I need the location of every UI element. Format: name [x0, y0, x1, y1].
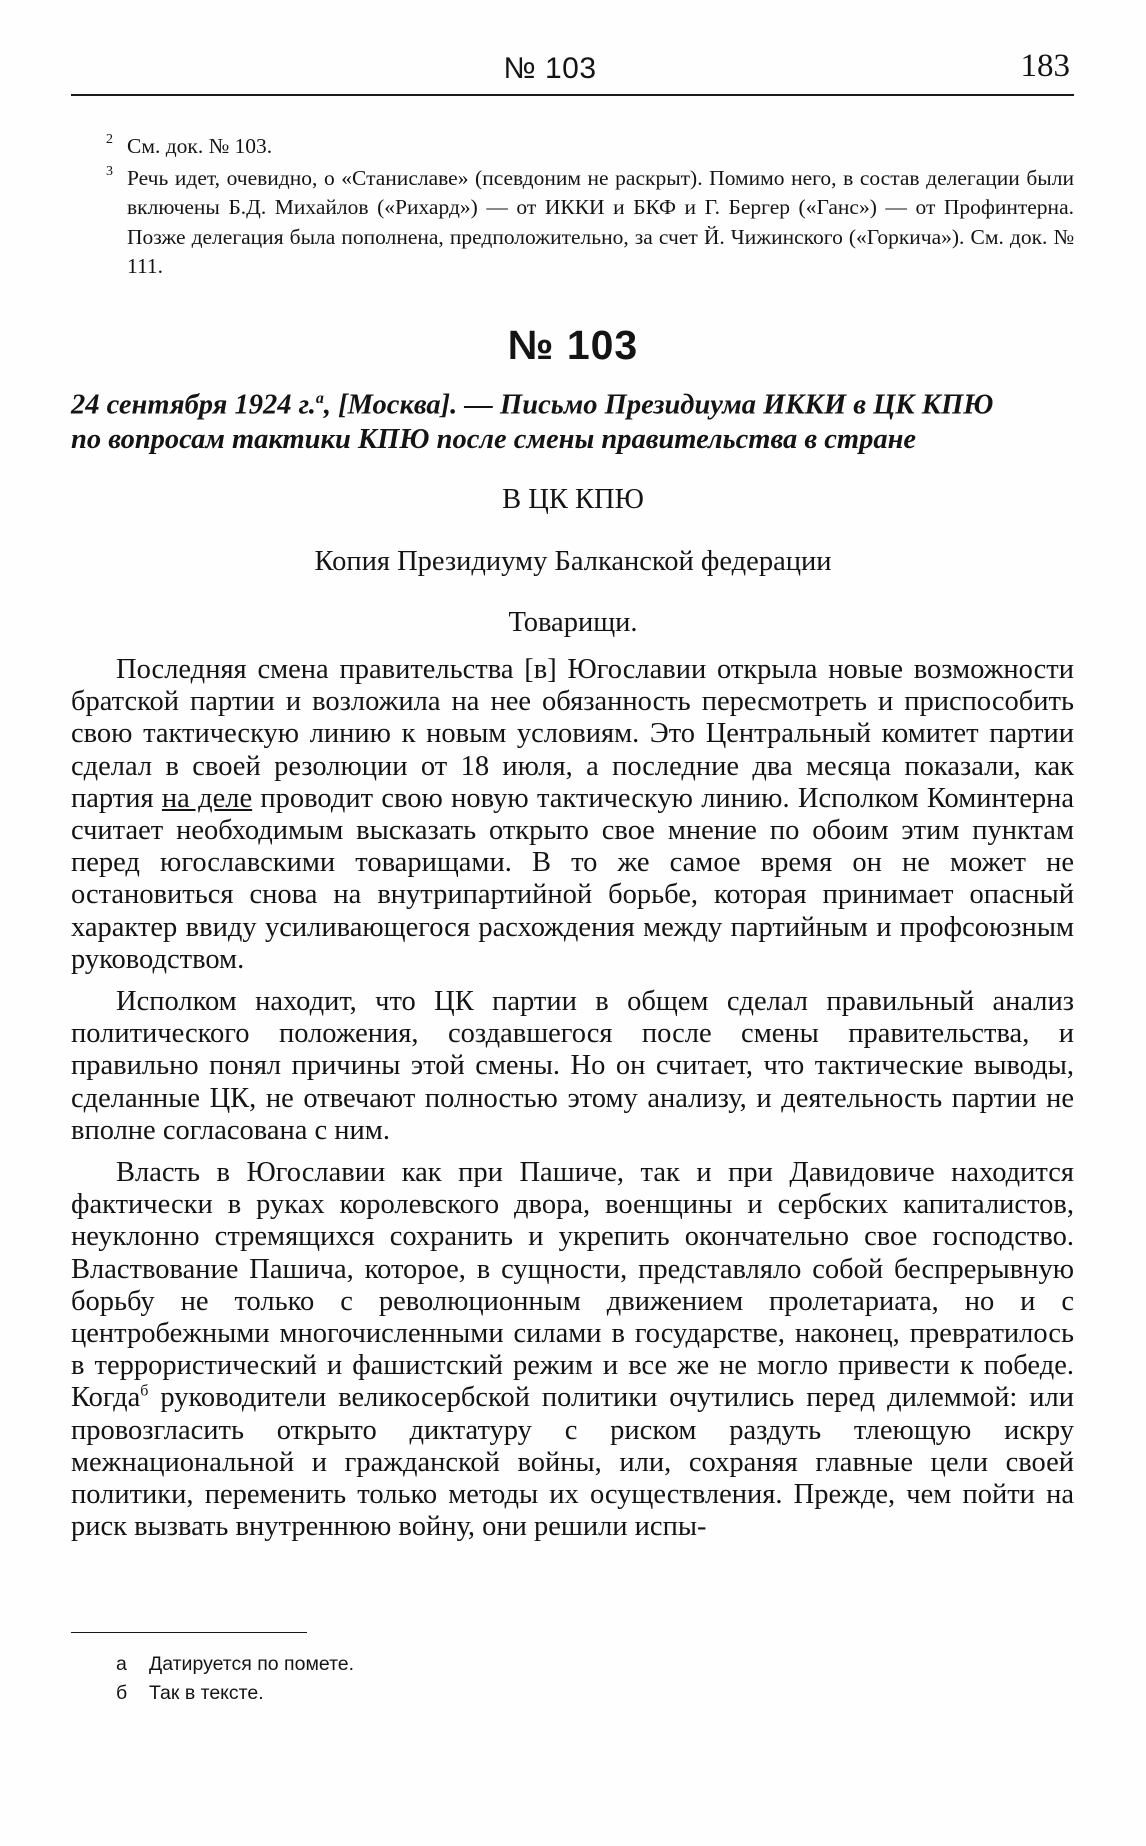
paragraph-text: руководители великосербской политики очутились перед дилеммой: или провозгласить открыто диктатуру с риском раздуть тлеющую искру межнациональной и гражданской войны, или, сохраняя главные цели своей политики, переменить только методы их осуществления. Прежде, чем пойти на риск вызвать внутреннюю войну, они решили испы-: [71, 1382, 1074, 1543]
paragraph-text: проводит свою новую тактическую линию. Исполком Коминтерна считает необходимым высказать открыто свое мнение по обоим этим пунктам перед югославскими товарищами. В то же самое время он не может не остановиться снова на внутрипартийной борьбе, которая принимает опасный характер ввиду усиливающегося расхождения между партийным и профсоюзным руководством.: [71, 782, 1074, 975]
header-divider: [71, 94, 1074, 96]
top-footnotes: [106, 132, 1074, 284]
footnote-divider: [71, 1632, 307, 1633]
footnote-a: [116, 1650, 354, 1679]
salutation: Товарищи.: [508, 607, 638, 638]
paragraph-3: [71, 1157, 1074, 1543]
letter-body: [71, 654, 1074, 1553]
addressee: В ЦК КПЮ: [502, 484, 644, 515]
paragraph-text: Власть в Югославии как при Пашиче, так и при Давидовиче находится фактически в руках королевского двора, военщины и сербских капиталистов, неуклонно стремящихся сохранить и укрепить окончательно свое господство. Властвование Пашича, которое, в сущности, представляло собой беспрерывную борьбу не только с революционным движением пролетариата, но и с центробежными многочисленными силами в государстве, наконец, превратилось в террористический и фашистский режим и все же не могло привести к победе. Когда: [71, 1157, 1074, 1414]
running-header-doc-number: № 103: [503, 52, 597, 85]
bottom-footnotes: [116, 1650, 354, 1708]
footnote-text: См. док. № 103.: [127, 134, 273, 158]
footnote-text: Речь идет, очевидно, о «Станиславе» (псевдоним не раскрыт). Помимо него, в состав делегации были включены Б.Д. Михайлов («Рихард») — от ИККИ и БКФ и Г. Бергер («Ганс») — от Профинтерна. Позже делегация была пополнена, предположительно, за счет Й. Чижинского («Горкича»). См. док. № 111.: [127, 165, 1074, 278]
footnote-text: Датируется по помете.: [149, 1653, 355, 1675]
paragraph-2: Исполком находит, что ЦК партии в общем сделал правильный анализ политического положения, создавшегося после смены правительства, и правильно понял причины этой смены. Но он считает, что тактические выводы, сделанные ЦК, не отвечают полностью этому анализу, и деятельность партии не вполне согласована с ним.: [71, 986, 1074, 1146]
caption-title: , [Москва]. — Письмо Президиума ИККИ в ЦК КПЮ: [323, 389, 994, 421]
caption-date: 24 сентября 1924 г.: [71, 389, 316, 421]
document-caption: [71, 382, 1074, 457]
footnote-marker: 3: [106, 163, 113, 179]
footnote-3: [106, 164, 1074, 282]
document-number: № 103: [507, 322, 639, 368]
footnote-marker: б: [140, 1382, 149, 1400]
footnote-marker: б: [116, 1682, 128, 1704]
footnote-marker: а: [116, 1653, 127, 1675]
underlined-phrase: на деле: [161, 782, 253, 814]
footnote-b: [116, 1679, 354, 1708]
footnote-marker: 2: [106, 132, 113, 147]
paragraph-text: Последняя смена правительства [в] Югославии открыла новые возможности братской партии и возложила на нее обязанность пересмотреть и приспособить свою тактическую линию к новым условиям. Это Центральный комитет партии сделал в своей резолюции от 18 июля, а последние два месяца показали, как партия: [71, 654, 1074, 814]
footnote-2: [106, 132, 1074, 162]
copy-recipient: Копия Президиуму Балканской федерации: [314, 546, 832, 577]
paragraph-1: [71, 654, 1074, 976]
page-number: 183: [1020, 48, 1070, 84]
footnote-text: Так в тексте.: [149, 1682, 264, 1704]
caption-line-1: [71, 382, 1074, 423]
caption-footnote-marker: а: [315, 390, 324, 407]
caption-line-2: по вопросам тактики КПЮ после смены правительства в стране: [71, 423, 917, 455]
